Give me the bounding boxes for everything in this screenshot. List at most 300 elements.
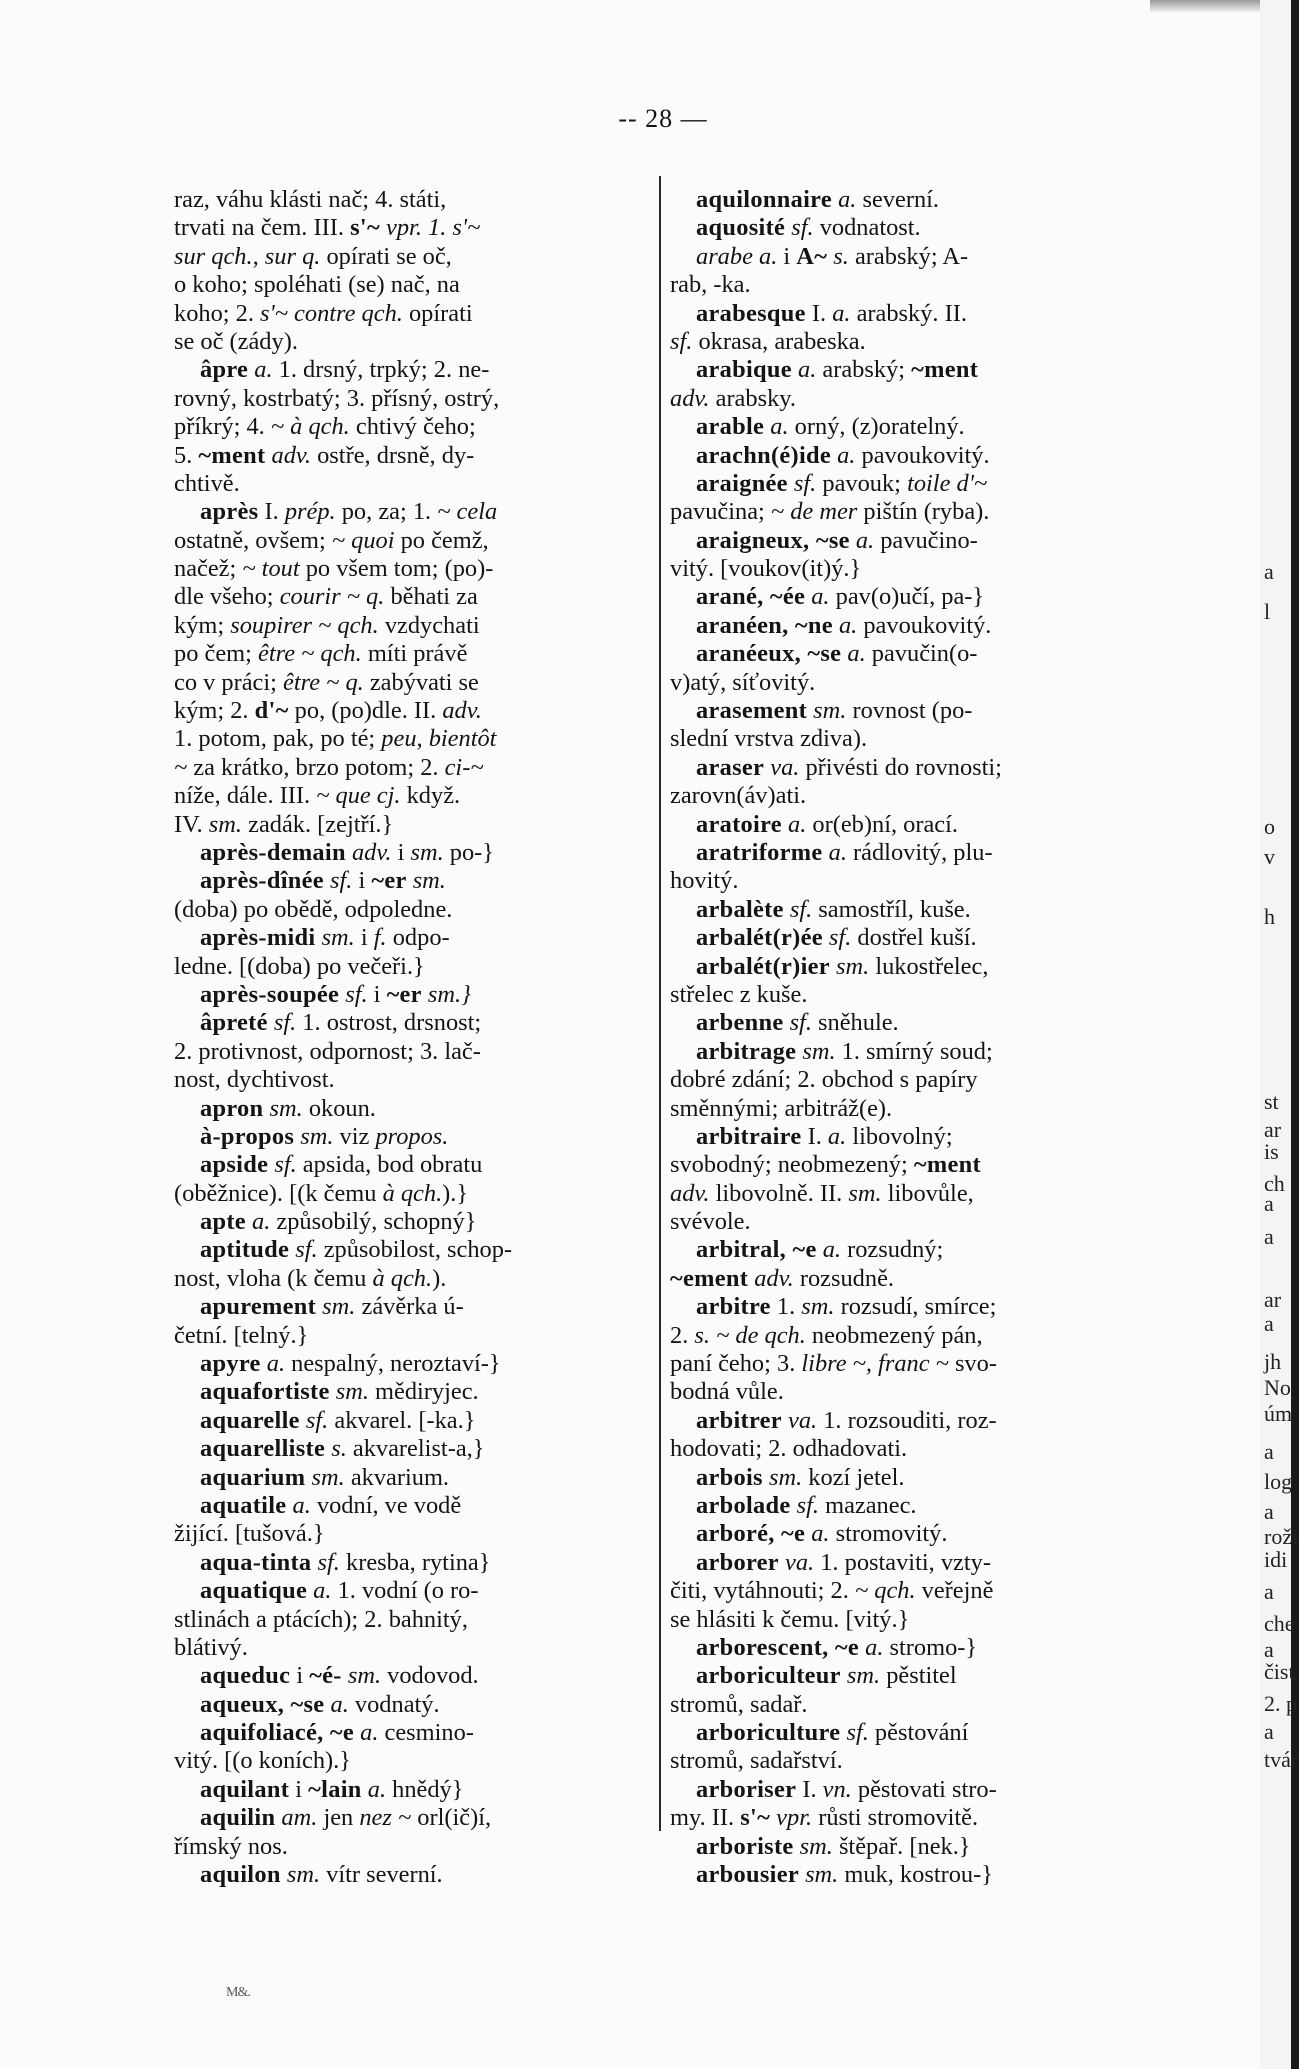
grammar-label: a. xyxy=(832,186,857,213)
definition-text: jen xyxy=(317,1804,360,1832)
grammar-label: toile d'~ xyxy=(907,469,988,497)
definition-text: pavouk; xyxy=(816,469,908,497)
definition-text: po, (po)dle. II. xyxy=(288,697,443,725)
definition-text: vodnatý. xyxy=(348,1690,440,1718)
left-entry-line xyxy=(174,1833,648,1861)
grammar-label: ~ que cj. xyxy=(316,782,401,810)
grammar-label: a. xyxy=(764,413,789,441)
definition-text: kozí jetel. xyxy=(802,1463,905,1491)
right-entry-line xyxy=(670,612,1138,640)
grammar-label: sm. xyxy=(848,1179,882,1207)
definition-text: vítr severní. xyxy=(320,1861,443,1889)
grammar-label: sm. xyxy=(840,1662,881,1690)
grammar-label: a. xyxy=(832,611,858,639)
grammar-label: a. xyxy=(260,1350,286,1378)
definition-text: stromo-} xyxy=(883,1633,978,1661)
headword: arbalét(r)ée xyxy=(696,924,823,952)
grammar-label: adv. xyxy=(748,1264,794,1292)
definition-text: bodná vůle. xyxy=(670,1378,784,1406)
headword: arbitrage xyxy=(696,1037,797,1065)
headword: ~er xyxy=(371,867,407,895)
grammar-label: a. xyxy=(805,583,830,611)
grammar-label: a. xyxy=(831,441,856,469)
grammar-label: sm. xyxy=(208,810,243,838)
definition-text: ostatně, ovšem; xyxy=(174,526,332,554)
edge-fragment: jh xyxy=(1264,1349,1282,1374)
right-entry-line xyxy=(670,1350,1138,1378)
headword: arané, ~ée xyxy=(696,583,806,611)
definition-text: i xyxy=(352,867,372,895)
headword: après-soupée xyxy=(200,980,340,1008)
left-entry-line xyxy=(174,669,648,697)
right-entry-line xyxy=(670,498,1138,526)
left-entry-line xyxy=(174,1265,648,1293)
headword: arable xyxy=(696,413,765,441)
headword: après-demain xyxy=(200,838,346,866)
definition-text: 1. vodní (o ro- xyxy=(331,1577,479,1605)
grammar-label: a. xyxy=(859,1633,884,1661)
left-entry-line xyxy=(174,1606,648,1634)
grammar-label: sm. xyxy=(829,952,870,980)
left-entry-line xyxy=(174,555,648,583)
grammar-label: adv. xyxy=(345,838,392,866)
definition-text: koho; 2. xyxy=(174,299,261,327)
definition-text: my. II. xyxy=(670,1804,741,1832)
definition-text: kresba, rytina} xyxy=(339,1548,491,1576)
headword: apte xyxy=(200,1208,246,1236)
definition-text: 1. rozsouditi, roz- xyxy=(817,1406,997,1434)
headword: ~é- xyxy=(309,1662,342,1690)
left-entry-line xyxy=(174,1549,648,1577)
right-entry-line xyxy=(670,1606,1138,1634)
next-page-edge xyxy=(1260,0,1299,2069)
grammar-label: sm. xyxy=(315,924,355,952)
grammar-label: sf. xyxy=(311,1548,340,1576)
left-entry-line xyxy=(174,811,648,839)
edge-fragment: h xyxy=(1264,904,1275,929)
right-entry-line xyxy=(670,1378,1138,1406)
left-entry-line xyxy=(174,413,648,441)
left-entry-line xyxy=(174,981,648,1009)
left-entry-line xyxy=(174,385,648,413)
grammar-label: a. xyxy=(827,1122,847,1150)
definition-text: vitý. [voukov(it)ý.} xyxy=(670,555,862,583)
edge-fragment: a xyxy=(1264,1579,1274,1604)
grammar-label: être ~ qch. xyxy=(258,640,362,668)
grammar-label: adv. xyxy=(670,384,710,412)
edge-fragment: a xyxy=(1264,1439,1274,1464)
right-entry-line xyxy=(670,470,1138,498)
grammar-label: sf. xyxy=(790,1491,820,1519)
right-entry-line xyxy=(670,1151,1138,1179)
definition-text: i xyxy=(354,924,374,952)
grammar-label: am. xyxy=(275,1804,318,1832)
right-entry-line xyxy=(670,1833,1138,1861)
headword: araser xyxy=(696,753,765,781)
left-entry-line xyxy=(174,1038,648,1066)
grammar-label: ~ à qch. xyxy=(270,413,350,441)
left-entry-line xyxy=(174,754,648,782)
grammar-label: sm. xyxy=(329,1378,369,1406)
definition-text: nost, dychtivost. xyxy=(174,1066,335,1094)
definition-text: samostříl, kuše. xyxy=(812,895,971,923)
grammar-label: a. xyxy=(324,1690,349,1718)
headword: après-dînée xyxy=(200,867,324,895)
definition-text: ). xyxy=(432,1264,447,1292)
right-entry-line xyxy=(670,640,1138,668)
grammar-label: sm. xyxy=(316,1293,356,1321)
grammar-label: sf. xyxy=(299,1406,329,1434)
definition-text: níže, dále. III. xyxy=(174,782,317,810)
grammar-label: sf. xyxy=(787,469,817,497)
grammar-label: vpr. 1. s'~ xyxy=(379,214,481,242)
right-entry-line xyxy=(670,1265,1138,1293)
grammar-label: sur qch., sur q. xyxy=(174,242,321,270)
grammar-label: sm. xyxy=(263,1094,303,1122)
right-entry-line xyxy=(670,1492,1138,1520)
headword: après xyxy=(200,498,259,526)
left-entry-line xyxy=(174,1804,648,1832)
edge-fragment: No xyxy=(1264,1375,1291,1400)
left-entry-line xyxy=(174,356,648,384)
grammar-label: a. xyxy=(361,1775,387,1803)
right-entry-line xyxy=(670,1293,1138,1321)
right-entry-line xyxy=(670,669,1138,697)
edge-fragment: a xyxy=(1264,1637,1274,1662)
right-entry-line xyxy=(670,1038,1138,1066)
left-entry-line xyxy=(174,300,648,328)
definition-text: pěstování xyxy=(868,1719,969,1747)
right-entry-line xyxy=(670,924,1138,952)
definition-text: arabsky. xyxy=(709,384,796,412)
definition-text: hovitý. xyxy=(670,867,739,895)
definition-text: akvarium. xyxy=(344,1463,450,1491)
headword: arbalét(r)ier xyxy=(696,952,830,980)
definition-text: neobmezený pán, xyxy=(805,1321,983,1349)
grammar-label: adv. xyxy=(670,1179,710,1207)
definition-text: rozsudí, smírce; xyxy=(834,1293,997,1321)
right-entry-line xyxy=(670,583,1138,611)
left-entry-line xyxy=(174,1634,648,1662)
headword: aratriforme xyxy=(696,838,823,866)
definition-text: viz xyxy=(333,1122,376,1150)
definition-text: severní. xyxy=(856,186,940,213)
headword: âpreté xyxy=(200,1009,268,1037)
definition-text: orl(ič)í, xyxy=(411,1804,492,1832)
right-entry-line xyxy=(670,697,1138,725)
definition-text: rádlovitý, plu- xyxy=(846,838,993,866)
headword: arbitral, ~e xyxy=(696,1236,817,1264)
grammar-label: va. xyxy=(764,753,800,781)
headword: apyre xyxy=(200,1350,261,1378)
grammar-label: courir ~ q. xyxy=(279,583,385,611)
grammar-label: à qch. xyxy=(382,1179,443,1207)
definition-text: zabývati se xyxy=(363,668,479,696)
left-entry-line xyxy=(174,1747,648,1775)
headword: aqua-tinta xyxy=(200,1548,312,1576)
grammar-label: sm. xyxy=(796,1037,836,1065)
right-entry-line xyxy=(670,1123,1138,1151)
headword: aquilon xyxy=(200,1861,281,1889)
definition-text: o koho; spoléhati (se) nač, na xyxy=(174,271,460,299)
definition-text: stromů, sadař. xyxy=(670,1690,808,1718)
definition-text: růsti stromovitě. xyxy=(812,1804,979,1832)
definition-text: běhati za xyxy=(384,583,478,611)
right-entry-line xyxy=(670,442,1138,470)
definition-text: stromovitý. xyxy=(829,1520,948,1548)
headword: arabique xyxy=(696,356,792,384)
headword: ~lain xyxy=(308,1775,362,1803)
grammar-label: ~ cela xyxy=(437,498,498,526)
definition-text: I. xyxy=(796,1775,823,1803)
grammar-label: soupirer ~ qch. xyxy=(230,611,379,639)
right-entry-line xyxy=(670,300,1138,328)
definition-text: dobré zdání; 2. obchod s papíry xyxy=(670,1066,978,1094)
edge-fragment: a xyxy=(1264,1499,1274,1524)
headword: arboriculteur xyxy=(696,1662,841,1690)
definition-text: pištín (ryba). xyxy=(857,498,990,526)
definition-text: arabský; xyxy=(816,356,912,384)
definition-text: zarovn(áv)ati. xyxy=(670,782,807,810)
headword: aratoire xyxy=(696,810,782,838)
grammar-label: vpr. xyxy=(770,1804,813,1832)
grammar-label: a. xyxy=(354,1719,379,1747)
headword: aqueduc xyxy=(200,1662,291,1690)
definition-text: přivésti do rovnosti; xyxy=(799,753,1002,781)
definition-text: opírati se oč, xyxy=(320,242,452,270)
grammar-label: s'~ contre qch. xyxy=(260,299,403,327)
grammar-label: sm. xyxy=(798,1861,839,1889)
edge-fragment: o xyxy=(1264,814,1275,839)
definition-text: cesmino- xyxy=(378,1719,474,1747)
right-entry-line xyxy=(670,1577,1138,1605)
grammar-label: s. xyxy=(325,1435,347,1463)
definition-text: rozsudný; xyxy=(840,1236,944,1264)
headword: A~ xyxy=(796,242,828,270)
right-entry-line xyxy=(670,1549,1138,1577)
left-entry-line xyxy=(174,470,648,498)
grammar-label: sf. xyxy=(840,1719,869,1747)
definition-text: rovnost (po- xyxy=(846,697,973,725)
grammar-label: sf. xyxy=(785,214,814,242)
edge-fragment: a xyxy=(1264,1719,1274,1744)
definition-text: opírati xyxy=(402,299,473,327)
right-entry-line xyxy=(670,214,1138,242)
grammar-label: sm. xyxy=(762,1463,803,1491)
grammar-label: a. xyxy=(248,356,273,384)
definition-text: blátivý. xyxy=(174,1633,248,1661)
left-entry-line xyxy=(174,1861,648,1889)
grammar-label: adv. xyxy=(442,697,482,725)
grammar-label: ~ qch. xyxy=(854,1577,916,1605)
definition-text: 1. postaviti, vzty- xyxy=(814,1548,991,1576)
grammar-label: sf. xyxy=(267,1009,297,1037)
left-entry-line xyxy=(174,953,648,981)
edge-fragment: l xyxy=(1264,599,1271,624)
grammar-label: sf. xyxy=(289,1236,318,1264)
grammar-label: vn. xyxy=(822,1775,852,1803)
left-entry-line xyxy=(174,896,648,924)
definition-text: mazanec. xyxy=(819,1491,917,1519)
definition-text: vodnatost. xyxy=(813,214,921,242)
grammar-label: nez ~ xyxy=(359,1804,412,1832)
left-entry-line xyxy=(174,1520,648,1548)
definition-text: ).} xyxy=(442,1179,469,1207)
headword: ~er xyxy=(386,980,422,1008)
definition-text: četní. [telný.} xyxy=(174,1321,309,1349)
definition-text: po, za; 1. xyxy=(335,498,438,526)
definition-text: akvarelist-a,} xyxy=(346,1435,485,1463)
definition-text: okoun. xyxy=(302,1094,376,1122)
definition-text: i xyxy=(777,242,797,270)
headword: aquarelliste xyxy=(200,1435,326,1463)
left-entry-line xyxy=(174,328,648,356)
definition-text: IV. xyxy=(174,810,209,838)
right-entry-line xyxy=(670,1208,1138,1236)
definition-text: co v práci; xyxy=(174,668,284,696)
edge-fragment: idi xyxy=(1264,1547,1288,1572)
grammar-label: sf. xyxy=(268,1151,297,1179)
definition-text: svo- xyxy=(948,1350,997,1378)
grammar-label: a. xyxy=(841,640,866,668)
definition-text: vzdychati xyxy=(378,611,480,639)
grammar-label: sm. xyxy=(294,1122,334,1150)
headword: à-propos xyxy=(200,1122,295,1150)
definition-text: i xyxy=(290,1662,310,1690)
grammar-label: va. xyxy=(778,1548,815,1576)
edge-fragment: tvár xyxy=(1264,1747,1299,1772)
definition-text: arabský; A- xyxy=(848,242,969,270)
left-entry-line xyxy=(174,271,648,299)
edge-fragment: a xyxy=(1264,559,1274,584)
definition-text: stlinách a ptácích); 2. bahnitý, xyxy=(174,1605,468,1633)
definition-text: pěstovati stro- xyxy=(851,1775,997,1803)
definition-text: I. xyxy=(801,1122,828,1150)
edge-fragment: st xyxy=(1264,1089,1279,1114)
definition-text: závěrka ú- xyxy=(355,1293,464,1321)
definition-text: chtivě. xyxy=(174,469,240,497)
definition-text: pavučin(o- xyxy=(865,640,978,668)
definition-text: směnnými; arbitráž(e). xyxy=(670,1094,893,1122)
headword: aquilant xyxy=(200,1775,290,1803)
definition-text: vodní, ve vodě xyxy=(310,1491,462,1519)
headword: arborer xyxy=(696,1548,779,1576)
headword: arabesque xyxy=(696,299,806,327)
definition-text: čiti, vytáhnouti; 2. xyxy=(670,1577,855,1605)
right-entry-line xyxy=(670,1009,1138,1037)
left-entry-line xyxy=(174,1435,648,1463)
definition-text: i xyxy=(391,838,411,866)
headword: ~ment xyxy=(913,1151,981,1179)
grammar-label: sm. xyxy=(406,867,446,895)
right-entry-line xyxy=(670,754,1138,782)
right-entry-line xyxy=(670,413,1138,441)
right-entry-line xyxy=(670,811,1138,839)
definition-text: 2. protivnost, odpornost; 3. lač- xyxy=(174,1037,481,1065)
definition-text: (oběžnice). [(k čemu xyxy=(174,1179,383,1207)
headword: arboriser xyxy=(696,1775,797,1803)
definition-text: chtivý čeho; xyxy=(349,413,476,441)
right-entry-line xyxy=(670,1407,1138,1435)
grammar-label: a. xyxy=(816,1236,841,1264)
grammar-label: va. xyxy=(781,1406,818,1434)
right-entry-line xyxy=(670,1634,1138,1662)
edge-fragment: ar xyxy=(1264,1117,1282,1142)
definition-text: pavoukovitý. xyxy=(857,611,992,639)
definition-text: za krátko, brzo potom; 2. xyxy=(187,753,445,781)
headword: aquarelle xyxy=(200,1406,300,1434)
definition-text: 5. xyxy=(174,441,199,469)
headword: ~ment xyxy=(911,356,979,384)
definition-text: orný, (z)oratelný. xyxy=(788,413,965,441)
edge-fragment: a xyxy=(1264,1191,1274,1216)
headword: après-midi xyxy=(200,924,316,952)
grammar-label: sm. xyxy=(807,697,847,725)
edge-fragment: log xyxy=(1264,1469,1293,1494)
edge-fragment: a xyxy=(1264,1224,1274,1249)
right-entry-line xyxy=(670,1180,1138,1208)
definition-text: vitý. [(o koních).} xyxy=(174,1747,351,1775)
definition-text: pavoukovitý. xyxy=(855,441,990,469)
grammar-label: a. xyxy=(822,838,847,866)
definition-text: po čem; xyxy=(174,640,258,668)
page-number: -- 28 — xyxy=(618,104,708,133)
headword: ~ment xyxy=(198,441,266,469)
definition-text: paní čeho; 3. xyxy=(670,1350,802,1378)
headword: apurement xyxy=(200,1293,317,1321)
headword: arbalète xyxy=(696,895,784,923)
left-entry-line xyxy=(174,867,648,895)
definition-text: kým; 2. xyxy=(174,697,255,725)
left-entry-line xyxy=(174,1350,648,1378)
definition-text: rab, -ka. xyxy=(670,271,751,299)
right-entry-line xyxy=(670,1804,1138,1832)
left-entry-line xyxy=(174,725,648,753)
definition-text: míti právě xyxy=(361,640,468,668)
definition-text: or(eb)ní, orací. xyxy=(806,810,959,838)
grammar-label: ~ tout xyxy=(242,555,300,583)
edge-fragment: a xyxy=(1264,1311,1274,1336)
edge-fragment: ar xyxy=(1264,1287,1282,1312)
grammar-label: sm.} xyxy=(421,980,471,1008)
grammar-label: f. xyxy=(373,924,387,952)
edge-fragment: is xyxy=(1264,1139,1279,1164)
grammar-label: s. xyxy=(827,242,849,270)
left-entry-line xyxy=(174,498,648,526)
definition-text: apsida, bod obratu xyxy=(296,1151,483,1179)
definition-text: po čemž, xyxy=(394,526,489,554)
right-entry-line xyxy=(670,867,1138,895)
grammar-label: peu, bientôt xyxy=(381,725,497,753)
definition-text: stromů, sadařství. xyxy=(670,1747,843,1775)
headword: aquatile xyxy=(200,1491,287,1519)
left-entry-line xyxy=(174,1691,648,1719)
headword: aquosité xyxy=(696,214,786,242)
right-entry-line xyxy=(670,1435,1138,1463)
edge-fragment: v xyxy=(1264,844,1275,869)
definition-text: kým; xyxy=(174,611,231,639)
headword: arachn(é)ide xyxy=(696,441,832,469)
grammar-label: sm. xyxy=(793,1832,833,1860)
grammar-label: a. xyxy=(805,1520,830,1548)
left-entry-line xyxy=(174,1151,648,1179)
headword: aquafortiste xyxy=(200,1378,330,1406)
grammar-label: sf. xyxy=(339,980,368,1008)
definition-text: svévole. xyxy=(670,1208,751,1236)
right-entry-line xyxy=(670,1662,1138,1690)
right-entry-line xyxy=(670,725,1138,753)
definition-text: 1. drsný, trpký; 2. ne- xyxy=(272,356,490,384)
